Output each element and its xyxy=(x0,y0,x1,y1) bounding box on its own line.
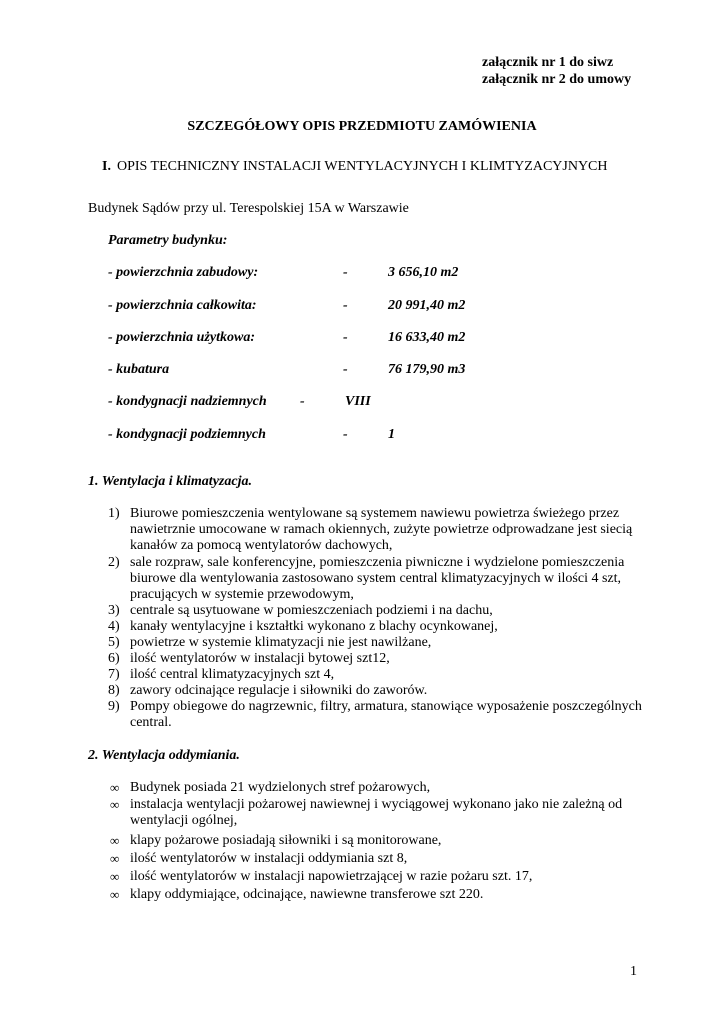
page-number: 1 xyxy=(630,964,637,979)
infinity-bullet-icon: ∞ xyxy=(110,797,120,812)
param-label: - kondygnacji podziemnych xyxy=(108,427,266,442)
param-value: 1 xyxy=(388,427,395,442)
param-value: 16 633,40 m2 xyxy=(388,330,466,345)
list-marker: 1) xyxy=(108,506,120,521)
list-marker: 8) xyxy=(108,683,120,698)
list-text: klapy pożarowe posiadają siłowniki i są monitorowane, xyxy=(130,833,442,848)
list-text: centrale są usytuowane w pomieszczeniach podziemi i na dachu, xyxy=(130,603,493,618)
list-text: kanały wentylacyjne i kształtki wykonano z blachy ocynkowanej, xyxy=(130,619,498,634)
list-marker: 7) xyxy=(108,667,120,682)
param-value: 20 991,40 m2 xyxy=(388,298,466,313)
list-marker: 4) xyxy=(108,619,120,634)
param-dash: - xyxy=(343,298,348,313)
param-dash: - xyxy=(343,427,348,442)
list-text: sale rozpraw, sale konferencyjne, pomieszczenia piwniczne i wydzielone pomieszczenia biurowe dla wentylowania zastosowano system central klimatyzacyjnych w ilości 4 szt, pracujących w systemie przewodowym, xyxy=(130,555,625,602)
infinity-bullet-icon: ∞ xyxy=(110,869,120,884)
infinity-bullet-icon: ∞ xyxy=(110,780,120,795)
param-value: 3 656,10 m2 xyxy=(388,265,459,280)
section-1-heading xyxy=(102,159,608,175)
document-title: SZCZEGÓŁOWY OPIS PRZEDMIOTU ZAMÓWIENIA xyxy=(187,119,537,134)
list-text: ilość wentylatorów w instalacji bytowej szt12, xyxy=(130,651,390,666)
section-1-number: I. xyxy=(102,159,111,174)
param-dash: - xyxy=(343,362,348,377)
list-marker: 6) xyxy=(108,651,120,666)
list-text: ilość wentylatorów w instalacji oddymiania szt 8, xyxy=(130,851,408,866)
param-dash: - xyxy=(300,394,305,409)
list-text: Budynek posiada 21 wydzielonych stref pożarowych, xyxy=(130,780,431,795)
infinity-bullet-icon: ∞ xyxy=(110,851,120,866)
list-text: ilość wentylatorów w instalacji napowietrzającej w razie pożaru szt. 17, xyxy=(130,869,533,884)
list-marker: 3) xyxy=(108,603,120,618)
building-address: Budynek Sądów przy ul. Terespolskiej 15A w Warszawie xyxy=(88,201,409,216)
smoke-heading: 2. Wentylacja oddymiania. xyxy=(88,748,240,763)
list-marker: 5) xyxy=(108,635,120,650)
list-marker: 2) xyxy=(108,555,120,570)
param-value: VIII xyxy=(345,394,371,409)
param-label: - powierzchnia użytkowa: xyxy=(108,330,256,345)
list-text: zawory odcinające regulacje i siłowniki do zaworów. xyxy=(130,683,428,698)
ventilation-heading: 1. Wentylacja i klimatyzacja. xyxy=(88,474,252,489)
list-text: Biurowe pomieszczenia wentylowane są systemem nawiewu powietrza świeżego przez nawietrznie umocowane w ramach okiennych, zużyte powietrze odprowadzane jest siecią kanałów za pomocą wentylatorów dachowych, xyxy=(130,506,633,553)
list-text: powietrze w systemie klimatyzacji nie jest nawilżane, xyxy=(130,635,432,650)
infinity-bullet-icon: ∞ xyxy=(110,833,120,848)
params-heading: Parametry budynku: xyxy=(108,233,228,248)
param-label: - powierzchnia zabudowy: xyxy=(108,265,259,280)
param-label: - powierzchnia całkowita: xyxy=(108,298,257,313)
param-dash: - xyxy=(343,265,348,280)
list-marker: 9) xyxy=(108,699,120,714)
param-dash: - xyxy=(343,330,348,345)
list-text: klapy oddymiające, odcinające, nawiewne transferowe szt 220. xyxy=(130,887,484,902)
annex-line-1: załącznik nr 1 do siwz xyxy=(482,55,614,70)
list-text: ilość central klimatyzacyjnych szt 4, xyxy=(130,667,335,682)
section-1-title: OPIS TECHNICZNY INSTALACJI WENTYLACYJNYCH I KLIMTYZACYJNYCH xyxy=(116,159,608,174)
param-label: - kondygnacji nadziemnych xyxy=(108,394,267,409)
list-text: instalacja wentylacji pożarowej nawiewnej i wyciągowej wykonano jako nie zależną od wentylacji ogólnej, xyxy=(130,797,623,828)
list-text: Pompy obiegowe do nagrzewnic, filtry, armatura, stanowiące wyposażenie poszczególnych central. xyxy=(130,699,642,730)
param-value: 76 179,90 m3 xyxy=(388,362,466,377)
param-label: - kubatura xyxy=(108,362,170,377)
annex-line-2: załącznik nr 2 do umowy xyxy=(482,72,632,87)
infinity-bullet-icon: ∞ xyxy=(110,887,120,902)
